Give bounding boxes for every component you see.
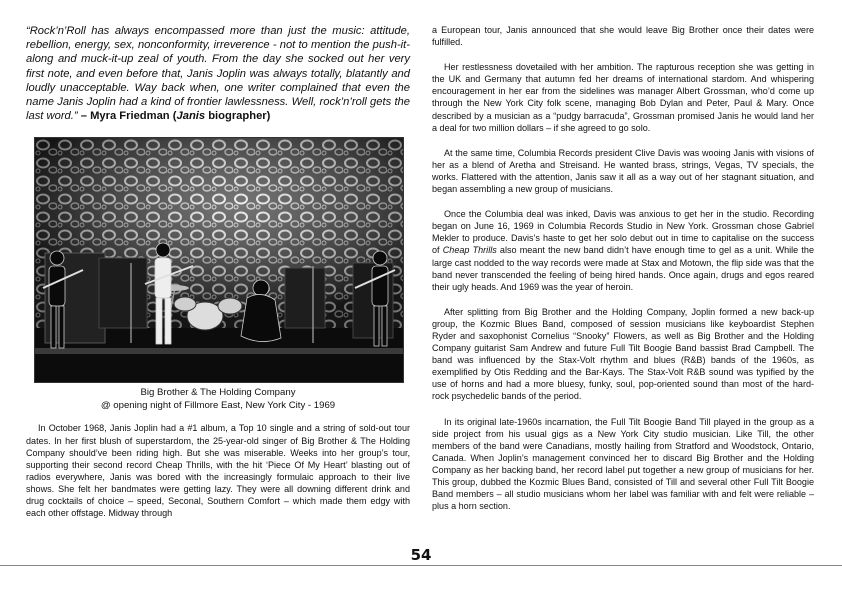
right-paragraph-3-b: also meant the new band didn’t have enough time to gel as a unit. While the large cast nodded to the way records were made at Stax and Motown, the flip side was that the band never transcended the feeling of being hired hands. Once again, drugs and egos reared their ugly heads. And 1969 was the year of heroin. [432, 245, 814, 292]
caption-line-1: Big Brother & The Holding Company [140, 387, 296, 399]
left-column [26, 24, 410, 519]
quote-book: Janis [176, 110, 206, 123]
right-paragraph-3-italic: Cheap Thrills [442, 245, 497, 256]
quote-role: biographer [208, 110, 267, 123]
caption-line-2: @ opening night of Fillmore East, New York City - 1969 [100, 399, 336, 411]
epigraph-quote [26, 24, 410, 123]
right-paragraph-3 [432, 208, 814, 293]
quote-author: Myra Friedman [90, 110, 170, 123]
quote-paren-open: ( [169, 110, 177, 123]
right-paragraph-4: After splitting from Big Brother and the Holding Company, Joplin formed a new back-up group, the Kozmic Blues Band, composed of session musicians like keyboardist Stephen Ryder and saxophonist Cornelius “Snooky” Flowers, as well as Big Brother and the Holding Company guitarist Sam Andrew and future Full Tilt Boogie Band bassist Brad Campbell. The band was influenced by the Stax-Volt rhythm and blues (R&B) bands of the 1960s, as exemplified by Otis Redding and the Bar-Kays. The Stax-Volt R&B sound was typified by the use of horns and had a more bluesy, funky, soul, pop-oriented sound than most of the hard-rock psychedelic bands of the period. [432, 306, 814, 402]
left-paragraph-1: In October 1968, Janis Joplin had a #1 album, a Top 10 single and a string of sold-out tour dates. In her first blush of superstardom, the 25-year-old singer of Big Brother & The Holding Company should’ve been riding high. But she was miserable. Weeks into her group’s tour, supporting their second record Cheap Thrills, with the hit ‘Piece Of My Heart’ blasting out of radios everywhere, Janis was bored with the increasingly formulaic approach to their live shows. She felt her bandmates were getting lazy. They were all downing different drink and drug cocktails of choice – speed, Seconal, Southern Comfort – which made them edgy with each other offstage. Midway through [26, 423, 410, 519]
quote-text: “Rock’n’Roll has always encompassed more than just the music: attitude, rebellion, energy, sex, nonconformity, irreverence - not to mention the push-it-along and muck-it-up zeal of youth. From the day she socked out her very first note, and even before that, Janis Joplin was always totally, blatantly and loudly unacceptable. Way back when, one writer complained that even the name Janis Joplin had a kind of frontier lawlessness. Well, rock’n’roll gets the last word.” [26, 25, 410, 123]
page-number: 54 [410, 546, 432, 564]
right-paragraph-3-a: Once the Columbia deal was inked, Davis was anxious to get her in the studio. Recording began on June 16, 1969 in Columbia Records Studio in New York. Grossman chose Gabriel Mekler to produce. Davis’s haste to get her solo debut out in time to capitalise on the success of [432, 209, 814, 256]
quote-dash: – [77, 110, 91, 123]
quote-paren-close: ) [266, 110, 271, 123]
right-paragraph-5: In its original late-1960s incarnation, the Full Tilt Boogie Band Till played in the group as a side project from his usual gigs as a New York City studio musician. Like Till, the other members of the band were Canadians, mostly hailing from Stratford and Woodstock, Ontario, Canada. When Joplin’s management convinced her to discard Big Brother and the Holding Company as her backing band, her record label put together a new group of musicians for her. This group, dubbed the Kozmic Blues Band, consisted of Till and several other Full Tilt Boogie Band members – all studio musicians whom her label was familiar with and felt were reliable – plus a horn section. [432, 416, 814, 512]
right-column [432, 24, 814, 512]
right-paragraph-2: At the same time, Columbia Records president Clive Davis was wooing Janis with visions of her as a blend of Aretha and Streisand. He wanted brass, strings, Vegas, TV specials, the works. Flattered with the attention, Janis saw it all as a way out of her stagnant situation, and began assembling a new group of musicians. [432, 147, 814, 195]
right-paragraph-0: a European tour, Janis announced that she would leave Big Brother once their dates were fulfilled. [432, 25, 814, 48]
concert-photo [34, 137, 404, 383]
right-paragraph-1: Her restlessness dovetailed with her ambition. The rapturous reception she was getting in the UK and Germany that autumn fed her dreams of international stardom. And whispering encouragement in her ear from the sidelines was manager Albert Grossman, who’d come up through the New York City folk scene, managing Bob Dylan and Peter, Paul & Mary. Once described by a musician as a “pudgy barracuda”, Grossman promised Janis he would land her a deal for two million dollars – if she agreed to go solo. [432, 62, 814, 133]
photo-caption [26, 387, 410, 412]
concert-photo-icon [35, 138, 403, 382]
